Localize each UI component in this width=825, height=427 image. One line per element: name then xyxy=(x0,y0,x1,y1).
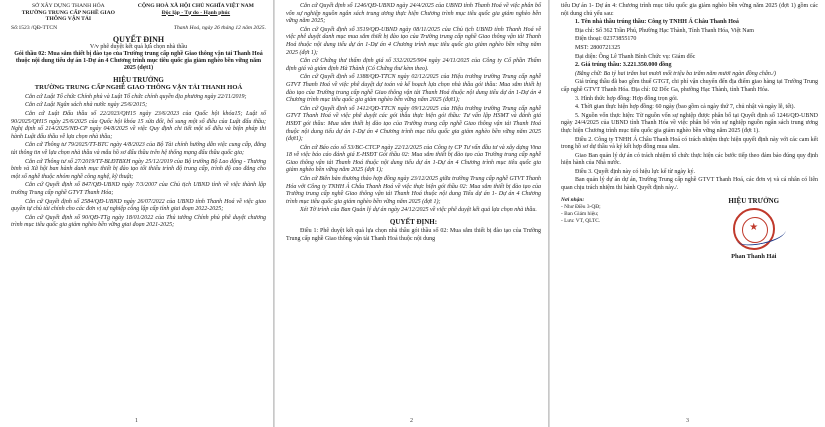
school-name: TRƯỜNG TRUNG CẤP NGHỀ GIAO THÔNG VẬN TẢI xyxy=(21,9,115,23)
document-page-1 xyxy=(0,0,274,427)
legal-basis-paragraph: Căn cứ Luật Ngân sách nhà nước ngày 25/6/2015; xyxy=(25,102,148,109)
bidder-address: Địa chỉ: Số 362 Trần Phú, Phường Hạc Thành, Tỉnh Thanh Hóa, Việt Nam xyxy=(575,27,754,34)
contract-duration: 4. Thời gian thực hiện hợp đồng: 60 ngày (bao gồm cả ngày thứ 7, chủ nhật và ngày lễ, tết). xyxy=(575,104,796,111)
signer-name: Phan Thanh Hải xyxy=(731,252,777,260)
legal-basis-paragraph: Căn cứ Thông tư 79/2025/TT-BTC ngày 4/8/2023 của Bộ Tài chính hướng dẫn việc cung cấp, đăng tải thông tin về lựa chọn nhà thầu và mẫu hồ sơ đấu thầu trên hệ thống mạng đấu thầu quốc gia; xyxy=(11,142,266,156)
article-1-continuation: tiểu Dự án 1- Dự án 4: Chương trình mục tiêu quốc gia giảm nghèo bền vững năm 2025 (đợt 1) gồm các nội dung chủ yếu sau: xyxy=(561,3,818,17)
recipient-item: - Ban Giám hiệu; xyxy=(561,210,599,217)
legal-basis-paragraph: Căn cứ Quyết định số 1246/QĐ-UBND ngày 24/4/2025 của UBND tỉnh Thanh Hoá về việc phân bổ vốn sự nghiệp nguồn ngân sách trung ương thực hiện Chương trình mục tiêu quốc gia giảm nghèo bền vững năm 2025; xyxy=(286,3,541,25)
bidder-representative: Đại diện: Ông Lê Thanh Bình Chức vụ: Giám đốc xyxy=(575,53,696,60)
price-in-words: (Bằng chữ: Ba tỷ hai trăm hai mươi mốt triệu ba trăm năm mươi ngàn đồng chẵn./) xyxy=(575,70,777,77)
recipient-item: - Như Điều 3-QĐ; xyxy=(561,203,601,210)
legal-basis-paragraph: Căn cứ Quyết định số 1388/QĐ-TTCN ngày 02/12/2025 của Hiệu trưởng trường Trung cấp nghề GTVT Thanh Hoá về việc phê duyệt dự toán và kế hoạch lựa chọn nhà thầu gói thầu: Mua sắm thiết bị đào tạo của Trường trung cấp nghề Giao thông vận tải Thanh Hoá thuộc nội dung tiểu dự án 1-Dự án 4 Chương trình mục tiêu quốc gia giảm nghèo bền vững năm 2025 (đợt1); xyxy=(286,74,541,104)
winning-price: 2. Giá trúng thầu: 3.221.350.000 đồng xyxy=(575,62,672,69)
recipients-list xyxy=(561,197,669,260)
page-number: 2 xyxy=(410,418,413,424)
bidder-phone: Điện thoại: 02373855170 xyxy=(575,36,637,43)
issuing-organization: TRƯỜNG TRUNG CẤP NGHỀ GIAO THÔNG VẬN TẢI THANH HOÁ xyxy=(34,83,243,91)
enforcement-clause: Ban quản lý dự án dự án, Trường Trung cấp nghề GTVT Thanh Hoá, các đơn vị và cá nhân có liên quan chịu trách nhiệm thi hành Quyết định này./. xyxy=(561,177,818,192)
bidder-tax-code: MST: 2800721325 xyxy=(575,44,621,51)
legal-basis-paragraph: Căn cứ Chứng thư thẩm định giá số 332/2025/904 ngày 24/11/2025 của Công ty Cổ phần Thẩm định giá và giám định Hà Thành (Có Chứng thư kèm theo). xyxy=(286,58,541,72)
signer xyxy=(690,197,819,260)
legal-basis-paragraph: Xét Tờ trình của Ban Quản lý dự án ngày 24/12/2025 về việc phê duyệt kết quả lựa chọn nhà thầu. xyxy=(300,207,537,214)
country-name: CỘNG HOÀ XÃ HỘI CHỦ NGHĨA VIỆT NAM xyxy=(137,3,254,9)
signature-block xyxy=(561,197,818,260)
legal-basis-paragraph: Căn cứ Quyết định số 90/QĐ-TTg ngày 18/01/2022 của Thủ tướng Chính phủ phê duyệt chương trình mục tiêu quốc gia giảm nghèo bền vững giai đoạn 2021-2025; xyxy=(11,214,266,229)
document-header xyxy=(11,3,266,23)
legal-basis-paragraph: Căn cứ Quyết định số 1412/QĐ-TTCN ngày 09/12/2025 của Hiệu trưởng trường Trung cấp nghề GTVT Thanh Hoá về việc phê duyệt các gói thầu thực hiện gói thầu: Tư vấn lập HSMT và đánh giá HSĐT gói thầu: Mua sắm thiết bị đào tạo của Trường trung cấp nghề Giao thông vận tải Thanh Hoá thuộc nội dung tiểu dự án 1-Dự án 4 Chương trình mục tiêu quốc gia giảm nghèo bền vững năm 2025 (đợt1); xyxy=(286,105,541,143)
issuing-authority: HIỆU TRƯỞNG xyxy=(113,75,164,84)
national-motto: Độc lập - Tự do - Hạnh phúc xyxy=(161,9,231,16)
price-inclusions: Giá trúng thầu đã bao gồm thuế GTGT, chi phí vận chuyển đến địa điểm giao hàng tại Trường Trung cấp nghề GTVT Thanh Hóa. Địa chỉ: 02 Dốc Ga, phường Hạc Thành, tỉnh Thanh Hóa. xyxy=(561,79,818,93)
document-page-3 xyxy=(550,0,825,427)
winning-bidder-name: 1. Tên nhà thầu trúng thầu: Công ty TNHH Á Châu Thanh Hoá xyxy=(575,19,739,26)
document-number: Số:1523 /QĐ-TTCN xyxy=(11,24,58,31)
legal-basis-paragraph: Căn cứ Luật Tổ chức Chính phủ và Luật Tổ chức chính quyền địa phương ngày 22/11/2019; xyxy=(25,93,247,100)
page-number: 3 xyxy=(686,418,689,424)
legal-basis-paragraph: Căn cứ Biên bản thương thảo hợp đồng ngày 23/12/2025 giữa trường Trung cấp nghề GTVT Thanh Hóa với Công ty TNHH Á Châu Thanh Hoá về việc thực hiện gói thầu 02: Mua sắm thiết bị đào tạo của Trường trung cấp nghề Giao thông vận tải Thanh Hoá thuộc nội dung Tiểu dự án 1- Dự án 4 Chương trình mục tiêu quốc gia giảm nghèo bền vững năm 2025 (đợt 1); xyxy=(286,176,541,205)
package-description: Gói thầu 02: Mua sắm thiết bị đào tạo của Trường trung cấp nghề Giao thông vận tải Thanh Hoá thuộc nội dung tiểu dự án 1-Dự án 4 Chương trình mục tiêu quốc gia giảm nghèo bền vững năm 2025 (đợt1) xyxy=(14,50,263,71)
place-date: Thanh Hoá, ngày 26 tháng 12 năm 2025. xyxy=(173,24,266,31)
article-3-text: Điều 3. Quyết định này có hiệu lực kể từ ngày ký. xyxy=(575,168,695,175)
decision-heading: QUYẾT ĐỊNH: xyxy=(389,218,438,227)
funding-source: 5. Nguồn vốn thực hiện: Từ nguồn vốn sự nghiệp được phân bổ tại Quyết định số 1246/QĐ-UBND ngày 24/4/2025 của UBND tỉnh Thanh Hóa về việc phân bổ vốn sự nghiệp nguồn ngân sách trung ương thực hiện Chương trình mục tiêu quốc gia giảm nghèo bền vững năm 2025 (đợt 1). xyxy=(561,112,818,134)
legal-basis-paragraph: Căn cứ Thông tư số 27/2019/TT-BLĐTBXH ngày 25/12/2019 của Bộ trưởng Bộ Lao động - Thương binh và Xã hội ban hành danh mục thiết bị đào tạo tối thiểu trình độ trung cấp, trình độ cao đẳng cho một số nghề thuộc nhóm nghề công nghệ, kỹ thuật; xyxy=(11,158,266,180)
signer-role: HIỆU TRƯỞNG xyxy=(728,196,780,205)
ministry-name: SỞ XÂY DỰNG THANH HÓA xyxy=(32,3,105,9)
legal-basis-paragraph: Căn cứ Quyết định số 3519/QĐ-UBND ngày 08/11/2025 của Chủ tịch UBND tỉnh Thanh Hoá về việc phê duyệt danh mục mua sắm thiết bị đào tạo của Trường trung cấp nghề Giao thông vận tải Thanh Hoá thuộc nội dung tiểu dự án 1-Dự án 4 Chương trình mục tiêu quốc gia giảm nghèo bền vững năm 2025 (đợt 1); xyxy=(286,26,541,56)
recipients-header: Nơi nhận: xyxy=(561,196,585,203)
article-2-text: Điều 2. Công ty TNHH Á Châu Thanh Hoá có trách nhiệm thực hiện quyết định này với các cam kết trong hồ sơ dự thầu và ký kết hợp đồng mua sắm. xyxy=(561,136,818,151)
legal-basis-paragraph: Căn cứ Báo cáo số 53/BC-CTCP ngày 22/12/2025 của Công ty CP Tư vấn đầu tư và xây dựng Vina 18 về việc báo cáo đánh giá E-HSĐT Gói thầu 02: Mua sắm thiết bị đào tạo của Trường trung cấp nghề Giao thông vận tải Thanh Hoá thuộc nội dung tiểu dự án 1-Dự án 4 Chương trình mục tiêu quốc gia giảm nghèo bền vững năm 2025 (đợt 1); xyxy=(286,144,541,174)
document-title: QUYẾT ĐỊNH xyxy=(112,34,165,44)
legal-basis-paragraph: Căn cứ Luật Đấu thầu số 22/2023/QH15 ngày 23/6/2023 của Quốc hội khóa15; Luật số 90/2025/QH15 ngày 25/6/2025 của Quốc hội khóa 15 sửa đổi, bổ sung một số điều của Luật đấu thầu; Nghị định số 214/2025/NĐ-CP ngày 04/8/2025 về việc Quy định chi tiết một số điều và biện pháp thi hành Luật đấu thầu về lựa chọn nhà thầu; xyxy=(11,110,266,140)
contract-type: 3. Hình thức hợp đồng: Hợp đồng trọn gói. xyxy=(575,95,679,102)
document-page-2 xyxy=(275,0,549,427)
article-1-text: Điều 1: Phê duyệt kết quả lựa chọn nhà thầu gói thầu số 02: Mua sắm thiết bị đào tạo của Trường Trung cấp nghề Giao thông vận tải Thanh Hoá thuộc nội dung xyxy=(286,228,541,242)
recipient-item: - Lưu: VT, QLTC. xyxy=(561,217,601,224)
legal-basis-paragraph: Căn cứ Quyết định số 2584/QĐ-UBND ngày 26/07/2022 của UBND tỉnh Thanh Hoá về việc giao quyền tự chủ tài chính cho các đơn vị sự nghiệp công lập cấp tỉnh giai đoạn 2022-2025; xyxy=(11,198,266,213)
article-2-assignment: Giao Ban quản lý dự án có trách nhiệm tổ chức thực hiện các bước tiếp theo đảm bảo đúng quy định hiện hành của Nhà nước. xyxy=(561,152,818,167)
document-subject: V/v phê duyệt kết quả lựa chọn nhà thầu xyxy=(89,43,188,50)
page-number: 1 xyxy=(135,418,138,424)
legal-basis-paragraph: Căn cứ Quyết định số 847/QĐ-UBND ngày 7/3/2007 của Chủ tịch UBND tỉnh về việc thành lập trường Trung cấp nghề GTVT Thanh Hóa; xyxy=(11,182,266,196)
